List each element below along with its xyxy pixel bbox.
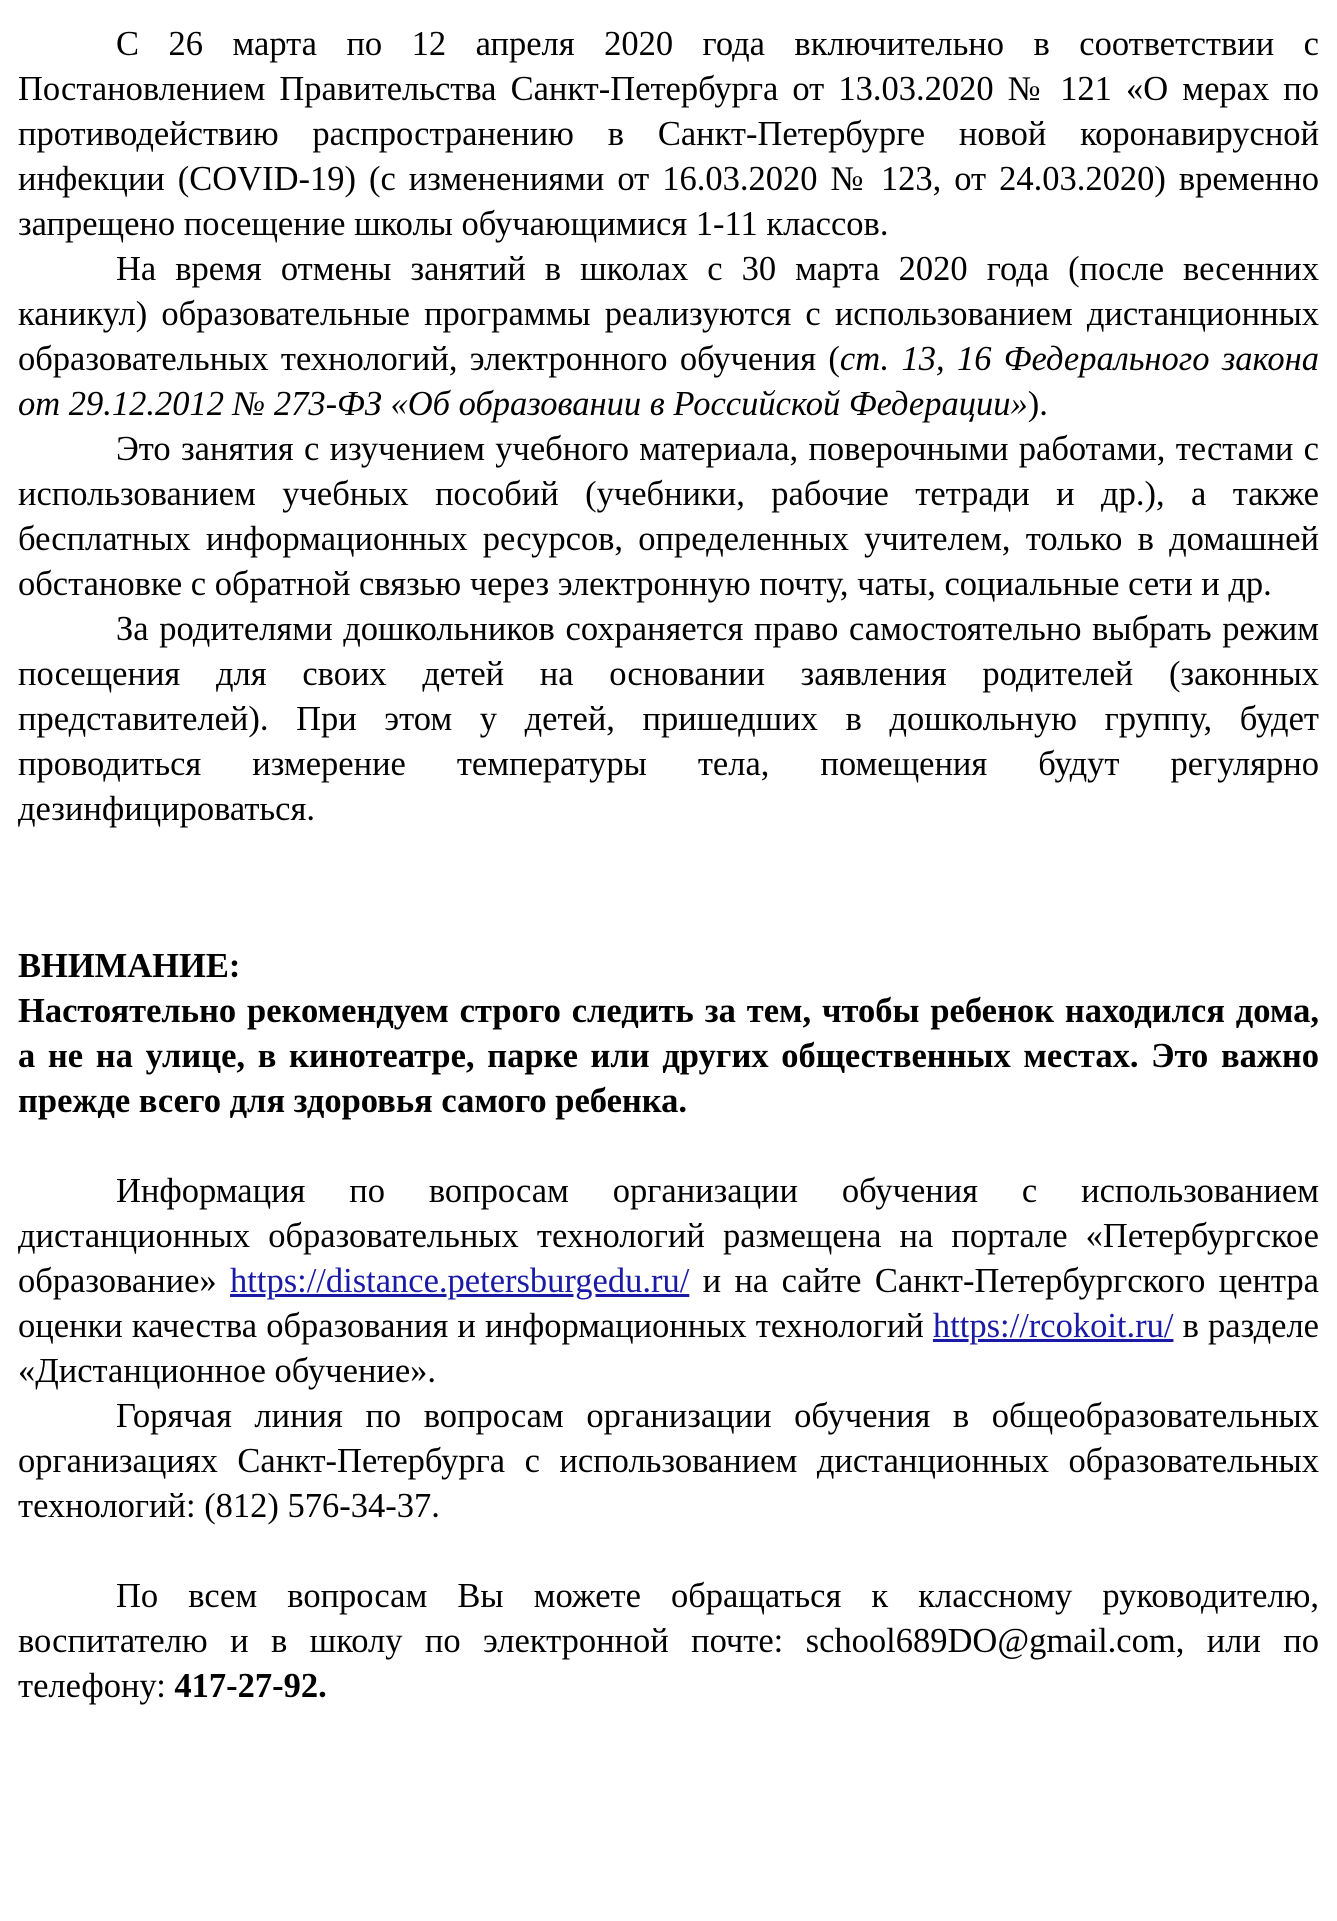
- paragraph-quarantine-notice: С 26 марта по 12 апреля 2020 года включительно в соответствии с Постановлением Правительства Санкт-Петербурга от 13.03.2020 № 121 «О мерах по противодействию распространению в Санкт-Петербурге новой коронавирусной инфекции (COVID-19) (с изменениями от 16.03.2020 № 123, от 24.03.2020) временно запрещено посещение школы обучающимися 1-11 классов.: [18, 25, 1319, 243]
- paragraph-activities: Это занятия с изучением учебного материала, поверочными работами, тестами с использованием учебных пособий (учебники, рабочие тетради и др.), а также бесплатных информационных ресурсов, определенных учителем, только в домашней обстановке с обратной связью через электронную почту, чаты, социальные сети и др.: [18, 430, 1319, 603]
- paragraph-contact: [18, 1574, 1319, 1709]
- attention-text: Настоятельно рекомендуем строго следить за тем, чтобы ребенок находился дома, а не на улице, в кинотеатре, парке или других общественных местах. Это важно прежде всего для здоровья самого ребенка.: [18, 992, 1319, 1120]
- info-text-1: Информация по вопросам организации обучения с использованием дистанционных образовательных технологий размещена на портале «Петербургское образование»: [18, 1172, 1319, 1300]
- paragraph-info-portal: [18, 1169, 1319, 1394]
- contact-phone: 417-27-92.: [174, 1667, 327, 1705]
- info-text-2: и на сайте Санкт-Петербургского центра оценки качества образования и информационных технологий: [18, 1262, 1319, 1345]
- law-reference: ст. 13, 16 Федерального закона от 29.12.2012 № 273-ФЗ «Об образовании в Российской Федерации»: [18, 340, 1319, 423]
- distance-portal-link[interactable]: https://distance.petersburgedu.ru/: [230, 1262, 690, 1300]
- distance-learning-end: ).: [1027, 385, 1048, 423]
- rcokoit-link[interactable]: https://rcokoit.ru/: [932, 1307, 1174, 1345]
- paragraph-distance-learning: [18, 247, 1319, 427]
- info-text-3: в разделе «Дистанционное обучение».: [18, 1307, 1319, 1390]
- paragraph-hotline: Горячая линия по вопросам организации обучения в общеобразовательных организациях Санкт-Петербурга с использованием дистанционных образовательных технологий: (812) 576-34-37.: [18, 1397, 1319, 1525]
- attention-heading: ВНИМАНИЕ:: [18, 947, 241, 985]
- paragraph-preschool: За родителями дошкольников сохраняется право самостоятельно выбрать режим посещения для своих детей на основании заявления родителей (законных представителей). При этом у детей, пришедших в дошкольную группу, будет проводиться измерение температуры тела, помещения будут регулярно дезинфицироваться.: [18, 610, 1319, 828]
- distance-learning-text: На время отмены занятий в школах с 30 марта 2020 года (после весенних каникул) образовательные программы реализуются с использованием дистанционных образовательных технологий, электронного обучения (: [18, 250, 1319, 378]
- contact-text: По всем вопросам Вы можете обращаться к классному руководителю, воспитателю и в школу по электронной почте: school689DO@gmail.com, или по телефону:: [18, 1577, 1319, 1705]
